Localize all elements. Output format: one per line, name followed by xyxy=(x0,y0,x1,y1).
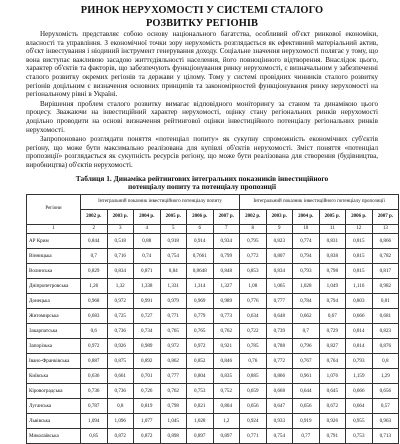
region-name: Житомирська xyxy=(27,308,81,323)
table-cell: 0,829 xyxy=(81,263,108,278)
table-header-regions: Регіони xyxy=(27,194,81,224)
table-cell: 0,85 xyxy=(81,428,108,443)
table-cell: 0,754 xyxy=(266,428,293,443)
table-cell: 0,972 xyxy=(107,293,134,308)
table-cell: 0,57 xyxy=(372,398,399,413)
table-cell: 0,762 xyxy=(160,383,187,398)
table-cell: 0,823 xyxy=(372,323,399,338)
table-cell: 0,872 xyxy=(134,428,161,443)
table-cell: 0,662 xyxy=(293,308,320,323)
table-cell: 1,045 xyxy=(160,413,187,428)
table-cell: 0,796 xyxy=(293,338,320,353)
table-header-supply: Інтегральний показник інвестиційного потенціалу пропозиції xyxy=(240,194,399,209)
table-cell: 0,713 xyxy=(372,428,399,443)
title-line-2: РОЗВИТКУ РЕГІОНІВ xyxy=(145,18,259,29)
table-row xyxy=(27,413,399,428)
table-cell: 0,866 xyxy=(266,368,293,383)
table-cell: 0,773 xyxy=(213,308,240,323)
table-cell: 0,77 xyxy=(293,428,320,443)
table-cell: 0,989 xyxy=(213,293,240,308)
table-cell: 0,814 xyxy=(346,338,373,353)
table-cell: 0,838 xyxy=(319,248,346,263)
table-row xyxy=(27,368,399,383)
table-cell: 0,701 xyxy=(134,368,161,383)
column-number: 11 xyxy=(319,224,346,233)
table-cell: 1,065 xyxy=(266,278,293,293)
paragraph-1: Нерухомість представляє собою основу національного багатства, особливий об'єкт ринкової економіки, власності та управління. З економічної точки зору нерухомість розглядається як ефективний матеріальний актив, об'єкт інвестування і ніодиний інструмент генерування доходу. Соціальне значення нерухомості полягає у тому, що вона виступає важливою засадою життєдіяльності населення, його повноцінного відтворення. Внаслідок цього, характер об'єктів та факторів, що забезпечують функціонування ринку нерухомості, є визначальним у забезпеченні сталого розвитку окремих регіонів та держави у цілому. Тому у системі провідних чинників сталого розвитку регіонів доцільним є визначення основних принципів та закономірностей функціонування ринку нерухомості на регіональному рівні в Україні. xyxy=(26,30,378,99)
table-cell: 0,785 xyxy=(240,338,267,353)
table-cell: 0,752 xyxy=(213,383,240,398)
table-cell: 0,767 xyxy=(293,353,320,368)
region-name: АР Крим xyxy=(27,233,81,248)
paragraph-3: Запропоновано розглядати поняття «потенціал попиту» як сукупну спроможність економічних суб'єктів регіону, що може бути максимально реалізована для купівлі об'єктів нерухомості. Зміст поняття «потенціал пропозиції» розглядається як сукупність ресурсів регіону, що може бути реалізована для створення (будівництва, виробництва) об'єктів нерухомості. xyxy=(26,135,378,169)
column-number: 4 xyxy=(134,224,161,233)
region-name: Дніпропетровська xyxy=(27,278,81,293)
year-header: 2002 р. xyxy=(240,209,267,224)
table-cell: 0,518 xyxy=(107,233,134,248)
column-number: 1 xyxy=(27,224,81,233)
table-cell: 0,777 xyxy=(266,293,293,308)
table-cell: 0,933 xyxy=(266,413,293,428)
table-row xyxy=(27,338,399,353)
table-cell: 0,736 xyxy=(81,383,108,398)
table-cell: 0,656 xyxy=(240,398,267,413)
table-cell: 0,648 xyxy=(266,308,293,323)
table-cell: 0,774 xyxy=(293,233,320,248)
table-cell: 0,736 xyxy=(107,323,134,338)
table-cell: 1,327 xyxy=(213,278,240,293)
table-cell: 0,919 xyxy=(293,413,320,428)
table-cell: 0,772 xyxy=(240,248,267,263)
table-cell: 0,656 xyxy=(293,398,320,413)
table-cell: 0,835 xyxy=(213,368,240,383)
table-cell: 0,834 xyxy=(266,263,293,278)
table-cell: 0,725 xyxy=(107,308,134,323)
table-cell: 1,116 xyxy=(346,278,373,293)
year-header: 2004 р. xyxy=(134,209,161,224)
table-cell: 0,853 xyxy=(240,263,267,278)
table-cell: 0,776 xyxy=(240,293,267,308)
region-name: Львівська xyxy=(27,413,81,428)
region-name: Миколаївська xyxy=(27,428,81,443)
table-row xyxy=(27,278,399,293)
table-cell: 0,827 xyxy=(319,338,346,353)
table-cell: 0,782 xyxy=(372,248,399,263)
region-name: Донецька xyxy=(27,293,81,308)
table-cell: 0,844 xyxy=(81,233,108,248)
table-cell: 0,647 xyxy=(266,398,293,413)
table-cell: 0,753 xyxy=(346,428,373,443)
table-cell: 0,804 xyxy=(187,368,214,383)
table-cell: 0,887 xyxy=(81,353,108,368)
table-cell: 0,862 xyxy=(160,353,187,368)
table-cell: 0,672 xyxy=(319,398,346,413)
table-row xyxy=(27,383,399,398)
table-cell: 0,815 xyxy=(346,248,373,263)
table-cell: 0,645 xyxy=(319,383,346,398)
table-cell: 0,921 xyxy=(213,338,240,353)
year-header: 2006 р. xyxy=(346,209,373,224)
table-cell: 0,798 xyxy=(319,263,346,278)
table-cell: 0,656 xyxy=(372,383,399,398)
table-cell: 0,794 xyxy=(319,293,346,308)
table-caption-line-1: Таблиця 1. Динаміка рейтингових інтегральних показників інвестиційного xyxy=(75,173,329,183)
table-cell: 0,659 xyxy=(240,383,267,398)
table-cell: 0,7661 xyxy=(187,248,214,263)
table-cell: 0,924 xyxy=(240,413,267,428)
table-cell: 0,876 xyxy=(372,338,399,353)
table-cell: 1,076 xyxy=(319,368,346,383)
table-cell: 0,636 xyxy=(81,368,108,383)
table-cell: 0,8 xyxy=(107,398,134,413)
table-header-years xyxy=(27,209,399,224)
table-cell: 0,926 xyxy=(107,338,134,353)
table-row xyxy=(27,428,399,443)
table-cell: 0,815 xyxy=(346,263,373,278)
table-cell: 0,961 xyxy=(293,368,320,383)
table-cell: 0,771 xyxy=(240,428,267,443)
table-cell: 0,81 xyxy=(372,293,399,308)
year-header: 2007 р. xyxy=(213,209,240,224)
table-cell: 0,834 xyxy=(107,263,134,278)
table-cell: 0,771 xyxy=(160,308,187,323)
table-header-demand: Інтегральний показник інвестиційного потенціалу попиту xyxy=(81,194,240,209)
table-cell: 1,32 xyxy=(107,278,134,293)
table-cell: 0,804 xyxy=(213,398,240,413)
table-row xyxy=(27,353,399,368)
table-cell: 0,736 xyxy=(107,383,134,398)
article-title xyxy=(26,4,378,30)
table-caption-line-2: потенціалу попиту та потенціалу пропозиції xyxy=(128,182,276,192)
table-cell: 0,644 xyxy=(293,383,320,398)
table-cell: 1,29 xyxy=(372,368,399,383)
table-cell: 0,683 xyxy=(81,308,108,323)
table-cell: 0,799 xyxy=(213,248,240,263)
region-name: Івано-Франківська xyxy=(27,353,81,368)
table-cell: 0,897 xyxy=(213,428,240,443)
region-name: Кіровоградська xyxy=(27,383,81,398)
table-cell: 0,872 xyxy=(107,428,134,443)
table-cell: 0,955 xyxy=(346,413,373,428)
paragraph-2: Вирішення проблем сталого розвитку вимагає відповідного моніторингу за станом та динамікою цього процесу. Зважаючи на інвестиційний характер нерухомості, оцінку стану регіональних ринків нерухомості доцільно проводити на основі визначення рейтингової оцінки інвестиційного потенціалу регіональних ринків нерухомості. xyxy=(26,99,378,134)
rating-table xyxy=(26,194,399,444)
table-cell: 1,096 xyxy=(107,413,134,428)
year-header: 2006 р. xyxy=(187,209,214,224)
table-cell: 0,918 xyxy=(160,233,187,248)
column-number: 6 xyxy=(187,224,214,233)
table-cell: 0,753 xyxy=(187,383,214,398)
table-cell: 1,26 xyxy=(81,278,108,293)
table-cell: 0,765 xyxy=(187,323,214,338)
table-cell: 0,772 xyxy=(266,353,293,368)
year-header: 2005 р. xyxy=(160,209,187,224)
table-cell: 0,793 xyxy=(346,353,373,368)
table-cell: 0,846 xyxy=(213,353,240,368)
table-row xyxy=(27,293,399,308)
year-header: 2002 р. xyxy=(81,209,108,224)
column-number: 10 xyxy=(293,224,320,233)
table-cell: 1,077 xyxy=(134,413,161,428)
table-cell: 0,794 xyxy=(293,248,320,263)
table-cell: 0,661 xyxy=(107,368,134,383)
table-cell: 0,668 xyxy=(266,383,293,398)
table-cell: 0,722 xyxy=(240,323,267,338)
table-cell: 0,898 xyxy=(160,428,187,443)
table-cell: 0,779 xyxy=(187,308,214,323)
table-cell: 0,791 xyxy=(319,428,346,443)
table-row xyxy=(27,398,399,413)
region-name: Запорізька xyxy=(27,338,81,353)
table-cell: 0,982 xyxy=(372,278,399,293)
column-number: 3 xyxy=(107,224,134,233)
table-cell: 0,8648 xyxy=(187,263,214,278)
table-cell: 0,914 xyxy=(187,233,214,248)
table-cell: 0,871 xyxy=(134,263,161,278)
table-cell: 0,848 xyxy=(213,263,240,278)
table-cell: 0,787 xyxy=(81,398,108,413)
table-caption xyxy=(26,175,378,192)
table-cell: 0,972 xyxy=(187,338,214,353)
year-header: 2007 р. xyxy=(372,209,399,224)
table-cell: 0,807 xyxy=(266,248,293,263)
table-cell: 1,08 xyxy=(240,278,267,293)
table-cell: 0,6 xyxy=(81,323,108,338)
table-cell: 0,88 xyxy=(134,233,161,248)
year-header: 2003 р. xyxy=(266,209,293,224)
table-cell: 0,793 xyxy=(293,263,320,278)
table-cell: 0,74 xyxy=(134,248,161,263)
table-cell: 0,716 xyxy=(107,248,134,263)
region-name: Вінницька xyxy=(27,248,81,263)
table-row xyxy=(27,233,399,248)
table-cell: 0,681 xyxy=(372,308,399,323)
table-cell: 1,094 xyxy=(81,413,108,428)
table-cell: 0,666 xyxy=(346,308,373,323)
table-cell: 0,885 xyxy=(240,368,267,383)
table-cell: 0,739 xyxy=(266,323,293,338)
column-number: 13 xyxy=(372,224,399,233)
table-cell: 0,7 xyxy=(81,248,108,263)
table-cell: 0,777 xyxy=(160,368,187,383)
table-cell: 0,815 xyxy=(346,233,373,248)
table-cell: 0,814 xyxy=(346,323,373,338)
table-cell: 0,754 xyxy=(160,248,187,263)
table-cell: 1,331 xyxy=(160,278,187,293)
table-row xyxy=(27,323,399,338)
table-cell: 0,798 xyxy=(160,398,187,413)
table-row xyxy=(27,248,399,263)
year-header: 2005 р. xyxy=(319,209,346,224)
region-name: Волинська xyxy=(27,263,81,278)
year-header: 2004 р. xyxy=(293,209,320,224)
table-cell: 0,634 xyxy=(240,308,267,323)
table-cell: 1,159 xyxy=(346,368,373,383)
table-cell: 0,968 xyxy=(81,293,108,308)
table-cell: 1,314 xyxy=(187,278,214,293)
table-cell: 0,821 xyxy=(187,398,214,413)
table-column-numbers xyxy=(27,224,399,233)
table-cell: 0,897 xyxy=(187,428,214,443)
table-cell: 1,2 xyxy=(213,413,240,428)
table-cell: 0,765 xyxy=(160,323,187,338)
table-cell: 0,734 xyxy=(134,323,161,338)
table-cell: 0,963 xyxy=(372,413,399,428)
table-cell: 0,875 xyxy=(107,353,134,368)
table-cell: 0,664 xyxy=(346,398,373,413)
table-cell: 0,819 xyxy=(134,398,161,413)
table-cell: 0,762 xyxy=(213,323,240,338)
table-cell: 0,972 xyxy=(160,338,187,353)
table-cell: 0,666 xyxy=(346,383,373,398)
table-cell: 0,729 xyxy=(319,323,346,338)
column-number: 12 xyxy=(346,224,373,233)
table-cell: 0,84 xyxy=(160,263,187,278)
table-cell: 0,831 xyxy=(319,233,346,248)
table-cell: 0,764 xyxy=(319,353,346,368)
region-name: Київська xyxy=(27,368,81,383)
table-cell: 0,852 xyxy=(187,353,214,368)
table-cell: 1,028 xyxy=(187,413,214,428)
table-cell: 0,7 xyxy=(293,323,320,338)
table-cell: 0,76 xyxy=(240,353,267,368)
table-cell: 0,972 xyxy=(81,338,108,353)
table-body xyxy=(27,224,399,443)
table-cell: 0,926 xyxy=(319,413,346,428)
table-cell: 0,817 xyxy=(372,263,399,278)
table-row xyxy=(27,308,399,323)
table-cell: 0,8 xyxy=(372,353,399,368)
table-cell: 1,028 xyxy=(293,278,320,293)
table-cell: 0,866 xyxy=(372,233,399,248)
table-cell: 0,784 xyxy=(293,293,320,308)
region-name: Закарпатська xyxy=(27,323,81,338)
column-number: 2 xyxy=(81,224,108,233)
region-name: Луганська xyxy=(27,398,81,413)
table-cell: 0,989 xyxy=(134,338,161,353)
table-cell: 0,892 xyxy=(134,353,161,368)
column-number: 5 xyxy=(160,224,187,233)
title-line-1: РИНОК НЕРУХОМОСТІ У СИСТЕМІ СТАЛОГО xyxy=(80,5,324,16)
table-cell: 0,67 xyxy=(319,308,346,323)
table-cell: 0,803 xyxy=(346,293,373,308)
column-number: 7 xyxy=(213,224,240,233)
table-cell: 0,795 xyxy=(240,233,267,248)
table-cell: 0,969 xyxy=(187,293,214,308)
column-number: 8 xyxy=(240,224,267,233)
table-cell: 1,049 xyxy=(319,278,346,293)
table-row xyxy=(27,263,399,278)
table-cell: 0,727 xyxy=(134,308,161,323)
table-cell: 1,338 xyxy=(134,278,161,293)
table-cell: 0,934 xyxy=(213,233,240,248)
year-header: 2003 р. xyxy=(107,209,134,224)
table-cell: 0,991 xyxy=(134,293,161,308)
column-number: 9 xyxy=(266,224,293,233)
table-cell: 0,726 xyxy=(134,383,161,398)
table-cell: 0,979 xyxy=(160,293,187,308)
table-cell: 0,788 xyxy=(266,338,293,353)
table-cell: 0,823 xyxy=(266,233,293,248)
